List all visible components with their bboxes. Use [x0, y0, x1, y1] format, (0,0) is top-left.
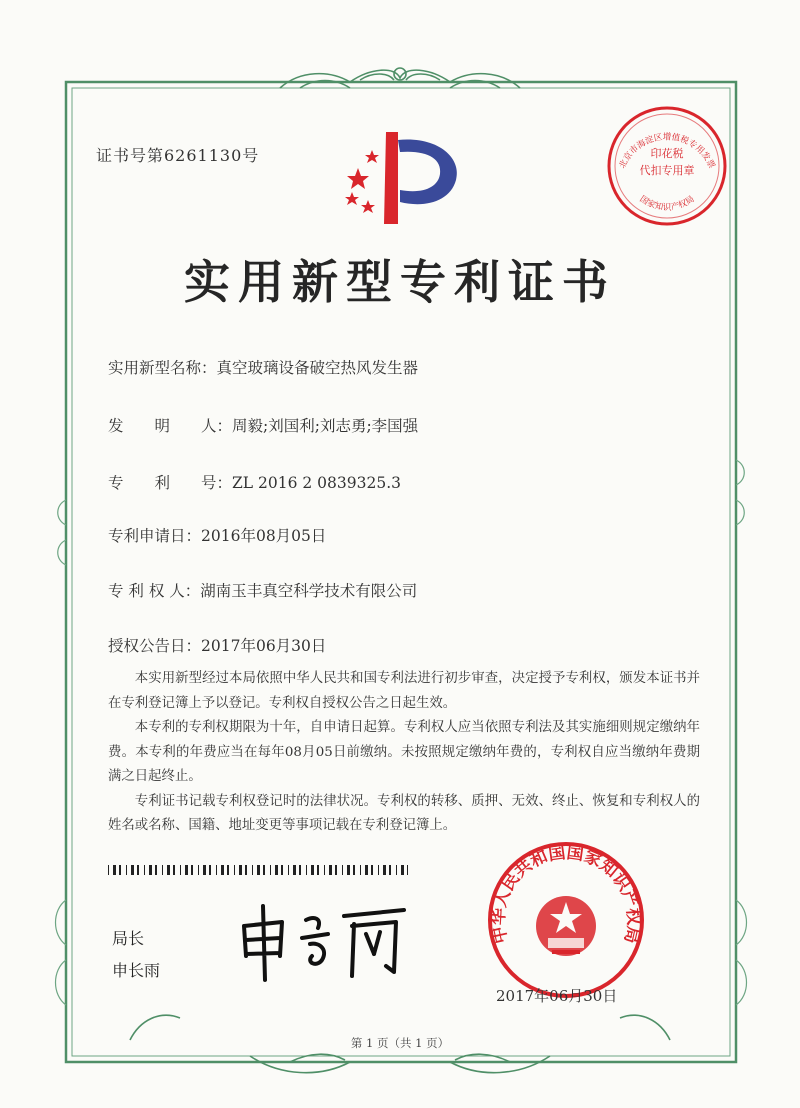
- grant-date-label: 授权公告日：: [108, 637, 202, 655]
- grant-date-value: 2017年06月30日: [201, 637, 327, 655]
- cnipa-logo-icon: [338, 128, 468, 228]
- body-paragraph-2: 本专利的专利权期限为十年，自申请日起算。专利权人应当依照专利法及其实施细则规定缴纳年费。本专利的年费应当在每年08月05日前缴纳。未按照规定缴纳年费的，专利权自应当缴纳年费期满之日起终止。: [108, 720, 700, 784]
- tax-stamp-icon: [603, 102, 731, 230]
- certificate-number: 证书号第6261130号: [96, 146, 260, 165]
- page-title: 实用新型专利证书: [184, 255, 616, 309]
- seal-date: 2017年06月30日: [496, 987, 618, 1005]
- cnipa-official-seal-icon: [486, 840, 646, 1000]
- director-title: 局长: [112, 929, 145, 948]
- patentee-label: 专 利 权 人：: [108, 582, 201, 600]
- field-filing-date: [108, 524, 326, 546]
- field-inventor: [108, 414, 418, 436]
- body-paragraph-3: 专利证书记载专利权登记时的法律状况。专利权的转移、质押、无效、终止、恢复和专利权人的姓名或名称、国籍、地址变更等事项记载在专利登记簿上。: [108, 793, 700, 833]
- svg-text:代扣专用章: 代扣专用章: [639, 164, 695, 177]
- filing-date-label: 专利申请日：: [108, 527, 202, 545]
- inventor-value: 周毅;刘国利;刘志勇;李国强: [232, 417, 419, 435]
- page-number: 第 1 页（共 1 页）: [350, 1036, 450, 1050]
- field-model-name: [108, 356, 418, 378]
- patent-number-value: ZL 2016 2 0839325.3: [232, 474, 401, 492]
- patent-number-label: 专 利 号：: [108, 474, 233, 492]
- model-name-label: 实用新型名称：: [108, 359, 217, 377]
- svg-text:国家知识产权局: 国家知识产权局: [637, 194, 697, 213]
- svg-text:印花税: 印花税: [650, 147, 684, 160]
- svg-text:中华人民共和国国家知识产权局: 中华人民共和国国家知识产权局: [488, 842, 644, 946]
- field-grant-date: [108, 634, 326, 656]
- field-patent-number: [108, 471, 401, 493]
- patentee-value: 湖南玉丰真空科学技术有限公司: [200, 582, 418, 600]
- barcode-icon: [108, 865, 408, 875]
- svg-text:北京市海淀区增值税专用发票: 北京市海淀区增值税专用发票: [617, 132, 717, 171]
- top-ornament: [280, 68, 520, 88]
- body-paragraph-1: 本实用新型经过本局依照中华人民共和国专利法进行初步审查，决定授予专利权，颁发本证书并在专利登记簿上予以登记。专利权自授权公告之日起生效。: [108, 671, 700, 711]
- certificate-body: [108, 667, 700, 839]
- model-name-value: 真空玻璃设备破空热风发生器: [216, 359, 419, 377]
- director-signature-icon: [236, 898, 412, 982]
- field-patentee: [108, 579, 417, 601]
- director-name: 申长雨: [112, 961, 161, 980]
- inventor-label: 发 明 人：: [108, 417, 233, 435]
- filing-date-value: 2016年08月05日: [201, 527, 327, 545]
